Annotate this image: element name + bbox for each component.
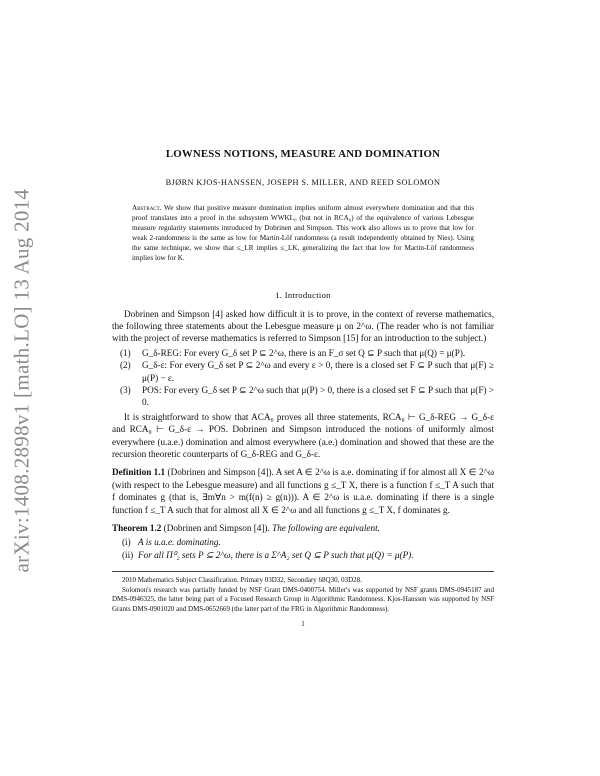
abstract-label: Abstract. [132,204,162,212]
arxiv-identifier: arXiv:1408.2898v1 [math.LO] 13 Aug 2014 [9,188,34,573]
definition-block [112,466,494,516]
list-item [112,347,494,359]
footnotes [112,571,494,614]
footnote-msc: 2010 Mathematics Subject Classification. Primary 03D32, Secondary 68Q30, 03D28. [122,576,362,585]
list-item-text: For all Π⁰₂ sets P ⊆ 2^ω, there is a Σ^A₂ set Q ⊆ P such that μ(Q) = μ(P). [138,549,414,560]
intro-paragraph: Dobrinen and Simpson [4] asked how difficult it is to prove, in the context of reverse mathematics, the following three statements about the Lebesgue measure μ on 2^ω. (The reader who is not familiar with the project of reverse mathematics is referred to Simpson [15] for an introduction to the subject.) [112,308,494,344]
theorem-block [112,522,494,534]
second-paragraph: It is straightforward to show that ACA₀ proves all three statements, RCA₀ ⊢ G_δ-REG → G_δ-ε and RCA₀ ⊢ G_δ-ε → POS. Dobrinen and Simpson introduced the notions of uniformly almost everywhere (u.a.e.) domination and almost everywhere (a.e.) domination and showed that these are the recursion theoretic counterparts of G_δ-REG and G_δ-ε. [112,411,494,460]
abstract-text: We show that positive measure domination implies uniform almost everywhere domination and that this proof translates into a proof in the subsystem WWKL₀ (but not in RCA₀) of the equivalence of various Lebesgue measure regularity statements introduced by Dobrinen and Simpson. This work also allows us to prove that low for weak 2-randomness is the same as low for Martin-Löf randomness (a result independently obtained by Nies). Using the same technique, we show that ≤_LR implies ≤_LK, generalizing the fact that low for Martin-Löf randomness implies low for K. [132,204,474,263]
list-item-number: (1) [120,347,131,358]
paper-authors: BJØRN KJOS-HANSSEN, JOSEPH S. MILLER, AND REED SOLOMON [165,178,441,187]
statement-list [112,347,494,409]
definition-text: A set A ∈ 2^ω is a.e. dominating if for almost all X ∈ 2^ω (with respect to the Lebesgue measure) and all functions g ≤_T X, there is a function f ≤_T A such that f dominates g (that is, ∃m∀n > m(f(n) ≥ g(n))). A ∈ 2^ω is u.a.e. dominating if there is a single function f ≤_T A such that for almost all X ∈ 2^ω and all functions g ≤_T X, f dominates g. [112,467,494,515]
list-item [112,359,494,384]
list-item [112,384,494,409]
list-item-number: (3) [120,385,131,395]
list-item [112,549,494,561]
paper-title: LOWNESS NOTIONS, MEASURE AND DOMINATION [165,148,441,160]
arxiv-sidebar [0,188,40,590]
list-item-number: (2) [120,360,131,371]
footnote-support: Solomon's research was partially funded by NSF Grant DMS-0400754. Miller's was supported by NSF grants DMS-0945187 and DMS-0946325, the latter being part of a Focused Research Group in Algorithmic Randomness. Kjos-Hanssen was supported by NSF Grants DMS-0901020 and DMS-0652669 (the latter part of the FRG in Algorithmic Randomness). [112,585,494,613]
list-item-text: POS: For every G_δ set P ⊆ 2^ω such that μ(P) > 0, there is a closed set F ⊆ P such that μ(F) > 0. [142,385,494,408]
paper-page [112,140,494,628]
theorem-list [112,536,494,561]
page-number: 1 [301,619,305,628]
theorem-head: Theorem 1.2 [112,523,162,534]
list-item [112,536,494,548]
list-item-text: G_δ-ε: For every G_δ set P ⊆ 2^ω and every ε > 0, there is a closed set F ⊆ P such that μ(F) ≥ μ(P) − ε. [142,360,494,383]
definition-cite: (Dobrinen and Simpson [4]). [165,467,274,478]
list-item-number: (ii) [122,549,134,560]
list-item-number: (i) [122,537,131,548]
definition-head: Definition 1.1 [112,467,166,478]
list-item-text: G_δ-REG: For every G_δ set P ⊆ 2^ω, there is an F_σ set Q ⊆ P such that μ(Q) = μ(P). [142,347,466,358]
theorem-text: The following are equivalent. [269,523,380,534]
list-item-text: A is u.a.e. dominating. [138,537,221,548]
abstract [132,203,474,264]
section-heading: 1. Introduction [275,289,331,300]
theorem-cite: (Dobrinen and Simpson [4]). [161,523,270,534]
